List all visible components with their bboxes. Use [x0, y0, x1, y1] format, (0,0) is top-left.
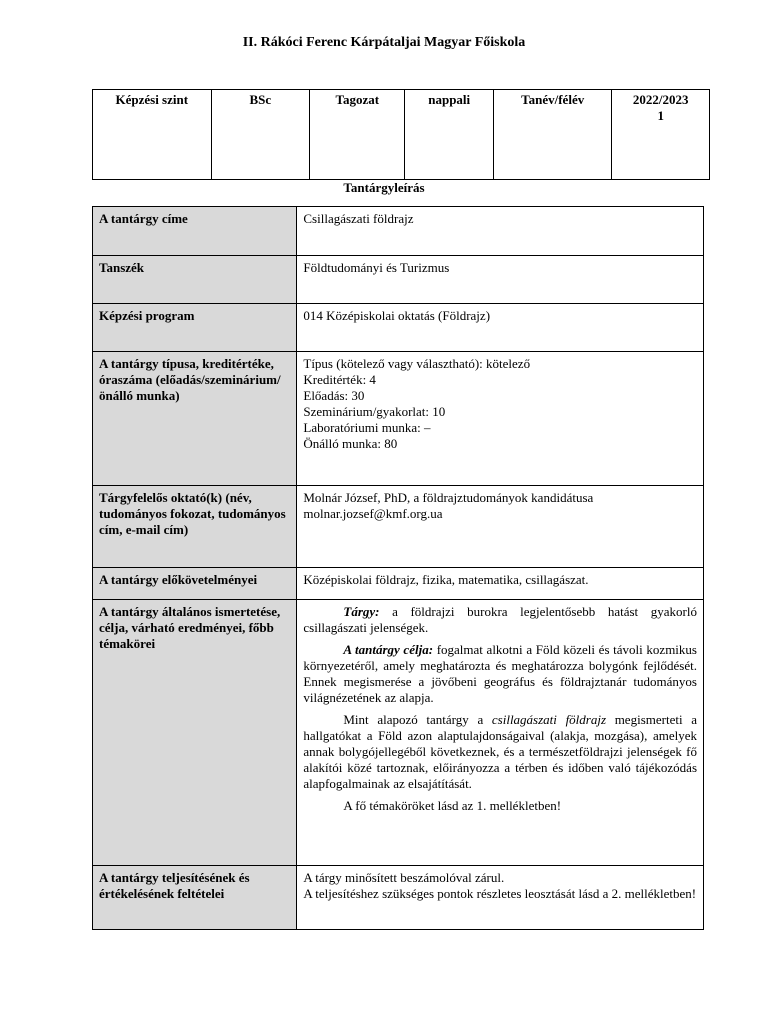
row-general	[93, 600, 704, 866]
info-table	[92, 89, 710, 180]
goal-paragraph	[303, 642, 697, 706]
subject-lead: Tárgy:	[343, 604, 380, 619]
assessment-line-2: A teljesítéshez szükséges pontok részletes leosztását lásd a 2. mellékletben!	[303, 886, 697, 901]
lab-line: Laboratóriumi munka: –	[303, 420, 431, 435]
row-program	[93, 304, 704, 352]
row-teacher	[93, 486, 704, 568]
cell-year-label: Tanév/félév	[493, 90, 612, 180]
label-assessment: A tantárgy teljesítésének és értékelésének feltételei	[93, 866, 297, 930]
row-assessment	[93, 866, 704, 930]
value-department: Földtudományi és Turizmus	[297, 256, 704, 304]
value-teacher	[297, 486, 704, 568]
cell-mode-label: Tagozat	[310, 90, 405, 180]
credit-line: Kreditérték: 4	[303, 372, 376, 387]
label-course-name: A tantárgy címe	[93, 207, 297, 256]
lecture-line: Előadás: 30	[303, 388, 365, 403]
goal-text: fogalmat alkotni a Föld közeli és távoli kozmikus környezetéről, amely meghatározta és meghatározza bolygónk fejlődését. Ennek megismerése a jövőbeni geográfus és földrajztanár tudományos világnézetének az alapja.	[303, 642, 697, 705]
row-department	[93, 256, 704, 304]
cell-level-value: BSc	[211, 90, 309, 180]
self-work-line: Önálló munka: 80	[303, 436, 398, 451]
row-prereq	[93, 568, 704, 600]
cell-level-label: Képzési szint	[93, 90, 212, 180]
assessment-line-1: A tárgy minősített beszámolóval zárul.	[303, 870, 505, 885]
label-teacher: Tárgyfelelős oktató(k) (név, tudományos fokozat, tudományos cím, e-mail cím)	[93, 486, 297, 568]
cell-year-value	[612, 90, 710, 180]
label-department: Tanszék	[93, 256, 297, 304]
intro-text-b: megismerteti a hallgatókat a Föld azon alaptulajdonságaival (alakja, mozgása), amelyek annak bolygójellegéből következnek, és a természetföldrajzi jelenségek fő alakítói közé tartoznak, előirányozza a térben és időben való tájékozódás alapfogalmainak az elsajátítását.	[303, 712, 698, 791]
cell-mode-value: nappali	[405, 90, 493, 180]
value-type	[297, 352, 704, 486]
topics-note: A fő témaköröket lásd az 1. mellékletben!	[343, 798, 562, 813]
intro-text-a: Mint alapozó tantárgy a	[343, 712, 492, 727]
intro-italic: csillagászati földrajz	[491, 712, 607, 727]
goal-lead: A tantárgy célja:	[343, 642, 434, 657]
course-table	[92, 206, 704, 930]
teacher-name: Molnár József, PhD, a földrajztudományok kandidátusa	[303, 490, 594, 505]
type-line: Típus (kötelező vagy választható): kötelező	[303, 356, 531, 371]
seminar-line: Szeminárium/gyakorlat: 10	[303, 404, 446, 419]
intro-paragraph	[303, 712, 697, 792]
row-type	[93, 352, 704, 486]
teacher-email: molnar.jozsef@kmf.org.ua	[303, 506, 443, 521]
row-course-name	[93, 207, 704, 256]
year: 2022/2023	[632, 92, 689, 107]
value-course-name: Csillagászati földrajz	[297, 207, 704, 256]
value-general	[297, 600, 704, 866]
label-program: Képzési program	[93, 304, 297, 352]
value-prereq: Középiskolai földrajz, fizika, matematika, csillagászat.	[297, 568, 704, 600]
subtitle: Tantárgyleírás	[343, 180, 425, 195]
label-prereq: A tantárgy előkövetelményei	[93, 568, 297, 600]
subject-text: a földrajzi burokra legjelentősebb hatást gyakorló csillagászati jelenségek.	[303, 604, 697, 635]
label-general: A tantárgy általános ismertetése, célja, várható eredményei, főbb témakörei	[93, 600, 297, 866]
semester: 1	[657, 108, 664, 123]
subject-paragraph	[303, 604, 697, 636]
label-type: A tantárgy típusa, kreditértéke, óraszáma (előadás/szeminárium/önálló munka)	[93, 352, 297, 486]
value-program: 014 Középiskolai oktatás (Földrajz)	[297, 304, 704, 352]
institution-title: II. Rákóci Ferenc Kárpátaljai Magyar Főiskola	[242, 35, 526, 50]
value-assessment	[297, 866, 704, 930]
